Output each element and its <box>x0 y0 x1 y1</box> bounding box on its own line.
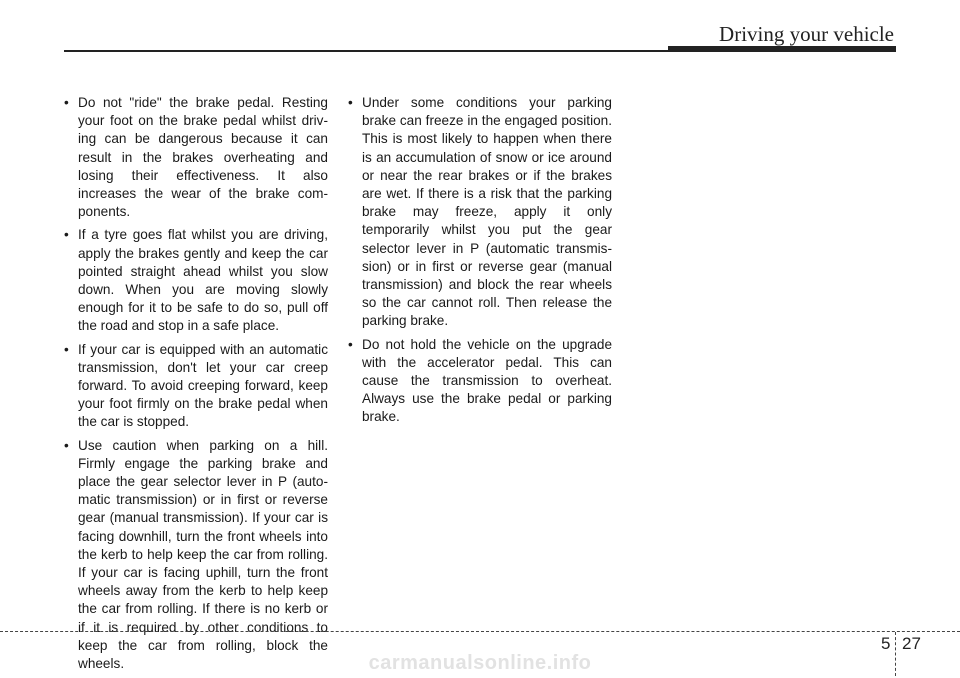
list-item <box>62 341 328 432</box>
bullet-icon: • <box>64 341 69 357</box>
list-item-text: Use caution when parking on a hill. Firmly engage the parking brake and place the gear selector lever in P (automatic transmission) or in first or reverse gear (manual transmission). If your car is facing downhill, turn the front wheels into the kerb to help keep the car from rolling. If your car is facing uphill, turn the front wheels away from the kerb to help keep the car from rolling. If there is no kerb or if it is required by other conditions to keep the car from rolling, block the wheels. <box>78 437 328 672</box>
right-column <box>346 94 612 432</box>
list-item <box>62 226 328 335</box>
watermark: carmanualsonline.info <box>368 652 592 674</box>
list-item <box>346 94 612 331</box>
list-item-text: If a tyre goes flat whilst you are driving, apply the brakes gently and keep the car pointed straight ahead whilst you slow down. When you are moving slowly enough for it to be safe to do so, pull off the road and stop in a safe place. <box>78 227 328 334</box>
bullet-icon: • <box>64 437 69 453</box>
list-item <box>62 94 328 221</box>
page-header-title: Driving your vehicle <box>719 22 894 46</box>
footer-rule <box>0 631 960 632</box>
header-rule-accent <box>668 46 896 52</box>
left-bullet-list <box>62 94 328 673</box>
bullet-icon: • <box>348 336 353 352</box>
list-item-text: Under some conditions your parking brake can freeze in the engaged position. This is most likely to happen when there is an accumulation of snow or ice around or near the rear brakes or if the brakes are wet. If there is a risk that the parking brake may freeze, apply it only temporarily whilst you put the gear selector lever in P (automatic transmission) or in first or reverse gear (manual transmission) and block the rear wheels so the car cannot roll. Then release the parking brake. <box>362 95 612 329</box>
bullet-icon: • <box>64 95 69 110</box>
right-bullet-list <box>346 94 612 427</box>
list-item-text: Do not hold the vehicle on the upgrade with the accelerator pedal. This can cause the transmission to overheat. Always use the brake pedal or parking brake. <box>362 336 612 425</box>
left-column <box>62 94 328 678</box>
list-item <box>346 336 612 427</box>
list-item <box>62 437 328 674</box>
header-rule <box>64 50 668 52</box>
list-item-text: Do not "ride" the brake pedal. Resting your foot on the brake pedal whilst driving can be dangerous because it can result in the brakes overheating and losing their effectiveness. It also increases the wear of the brake components. <box>78 95 328 220</box>
list-item-text: If your car is equipped with an automatic transmission, don't let your car creep forward. To avoid creeping forward, keep your foot firmly on the brake pedal when the car is stopped. <box>78 341 328 430</box>
bullet-icon: • <box>64 227 69 243</box>
bullet-icon: • <box>348 95 353 110</box>
section-number: 5 <box>881 634 891 653</box>
page-number: 27 <box>902 634 921 653</box>
